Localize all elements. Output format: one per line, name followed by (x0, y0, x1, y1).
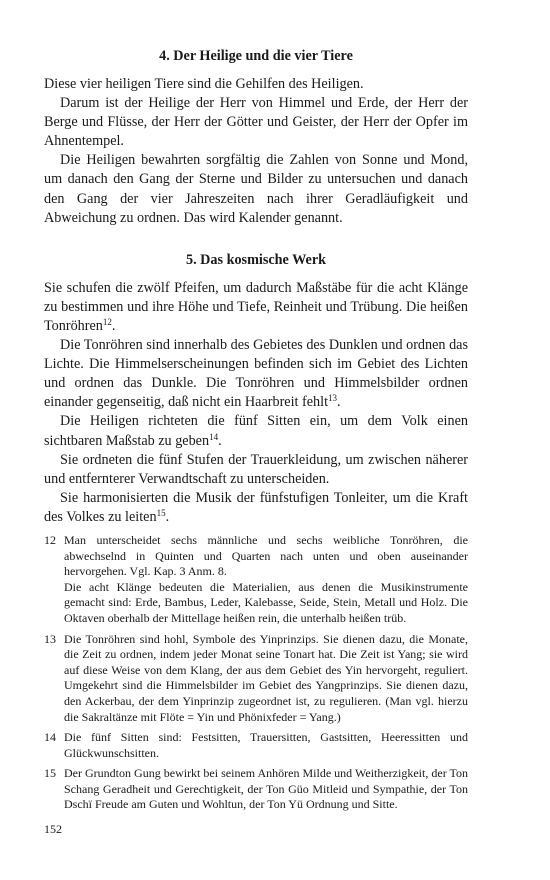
footnote-ref-14: 14 (209, 431, 219, 442)
footnotes (44, 533, 468, 813)
footnote-14 (44, 730, 468, 761)
footnote-text (64, 632, 468, 726)
footnote-15 (44, 766, 468, 813)
section-4-paragraph-3: Die Heiligen bewahrten sorgfältig die Zahlen von Sonne und Mond, um danach den Gang der Sterne und Bilder zu untersuchen und danach den Gang der vier Jahreszeiten nach ihrer Geradläufigkeit und Abweichung zu ordnen. Das wird Kalender genannt. (44, 152, 468, 226)
footnote-number: 13 (44, 631, 56, 646)
page-number: 152 (44, 822, 62, 836)
footnote-paragraph: Die Tonröhren sind hohl, Symbole des Yinprinzips. Sie dienen dazu, die Monate, die Zeit zu ordnen, indem jeder Monat seine Tonart hat. Die Zeit ist Yang; sie wird auf diese Weise von dem Klang, der aus dem Gebiet des Yin hervorgeht, reguliert. Umgekehrt sind die Himmelsbilder im Gebiet des Yangprinzips. Sie dienen dazu, den Ackerbau, der dem Yinprinzip zugeordnet ist, zu regulieren. (Man vgl. hierzu die Sakraltänze mit Flöte = Yin und Phönixfeder = Yang.) (64, 631, 468, 724)
footnote-ref-12: 12 (102, 316, 112, 327)
section-5-paragraph-5 (44, 489, 468, 527)
section-5-paragraph-1 (44, 279, 468, 336)
footnote-paragraph: Der Grundton Gung bewirkt bei seinem Anhören Milde und Weitherzigkeit, der Ton Schang Geradheit und Gerechtigkeit, der Ton Güo Mitleid und Sympathie, der Ton Dschï Freude am Guten und Wohltun, der Ton Yü Ordnung und Sitte. (64, 766, 468, 812)
paragraph-text: Sie harmonisierten die Musik der fünfstufigen Tonleiter, um die Kraft des Volkes zu leiten (44, 489, 468, 525)
footnote-text (64, 766, 468, 813)
footnote-paragraph: Die fünf Sitten sind: Festsitten, Trauersitten, Gastsitten, Heeressitten und Glückwunschsitten. (64, 730, 468, 760)
paragraph-text: Sie schufen die zwölf Pfeifen, um dadurch Maßstäbe für die acht Klänge zu bestimmen und ihre Höhe und Tiefe, Reinheit und Trübung. Die heißen Tonröhren (44, 279, 468, 334)
section-4-paragraph-2: Darum ist der Heilige der Herr von Himmel und Erde, der Herr der Berge und Flüsse, der Herr der Götter und Geister, der Herr der Opfer im Ahnentempel. (44, 95, 468, 150)
footnote-text (64, 533, 468, 627)
footnote-number: 15 (44, 766, 56, 781)
period: . (111, 317, 116, 334)
page-content (44, 46, 468, 818)
section-5-paragraph-4: Sie ordneten die fünf Stufen der Trauerkleidung, um zwischen näherer und entfernterer Verwandtschaft zu unterscheiden. (44, 451, 468, 487)
footnote-ref-13: 13 (328, 393, 338, 404)
section-5-paragraph-2 (44, 336, 468, 412)
footnote-paragraph: Die acht Klänge bedeuten die Materialien, aus denen die Musikinstrumente gemacht sind: Erde, Bambus, Leder, Kalebasse, Seide, Stein, Metall und Holz. Die Oktaven oberhalb der Mittellage heißen rein, die unterhalb heißen trüb. (64, 579, 468, 625)
footnote-13 (44, 632, 468, 726)
period: . (218, 432, 222, 449)
footnote-number: 14 (44, 730, 56, 745)
section-5-title: 5. Das kosmische Werk (185, 251, 327, 268)
section-4-paragraph-1: Diese vier heiligen Tiere sind die Gehilfen des Heiligen. (44, 76, 364, 92)
paragraph-text: Die Tonröhren sind innerhalb des Gebietes des Dunklen und ordnen das Lichte. Die Himmelserscheinungen befinden sich im Gebiet des Lichten und ordnen das Dunkle. Die Tonröhren und Himmelsbilder ordnen einander gegenseitig, daß nicht ein Haarbreit fehlt (44, 337, 468, 411)
section-4-title: 4. Der Heilige und die vier Tiere (159, 48, 353, 64)
paragraph-text: Die Heiligen richteten die fünf Sitten ein, um dem Volk einen sichtbaren Maßstab zu geben (44, 413, 468, 449)
period: . (337, 394, 341, 411)
footnote-paragraph: Man unterscheidet sechs männliche und sechs weibliche Tonröhren, die abwechselnd in Quinten und Quarten nach unten und oben auseinander hervorgehen. Vgl. Kap. 3 Anm. 8. (64, 532, 468, 579)
footnote-number: 12 (44, 532, 56, 547)
section-5-paragraph-3 (44, 412, 468, 450)
period: . (165, 508, 170, 525)
footnote-text (64, 730, 468, 761)
footnote-12 (44, 533, 468, 627)
footnote-ref-15: 15 (156, 507, 166, 518)
